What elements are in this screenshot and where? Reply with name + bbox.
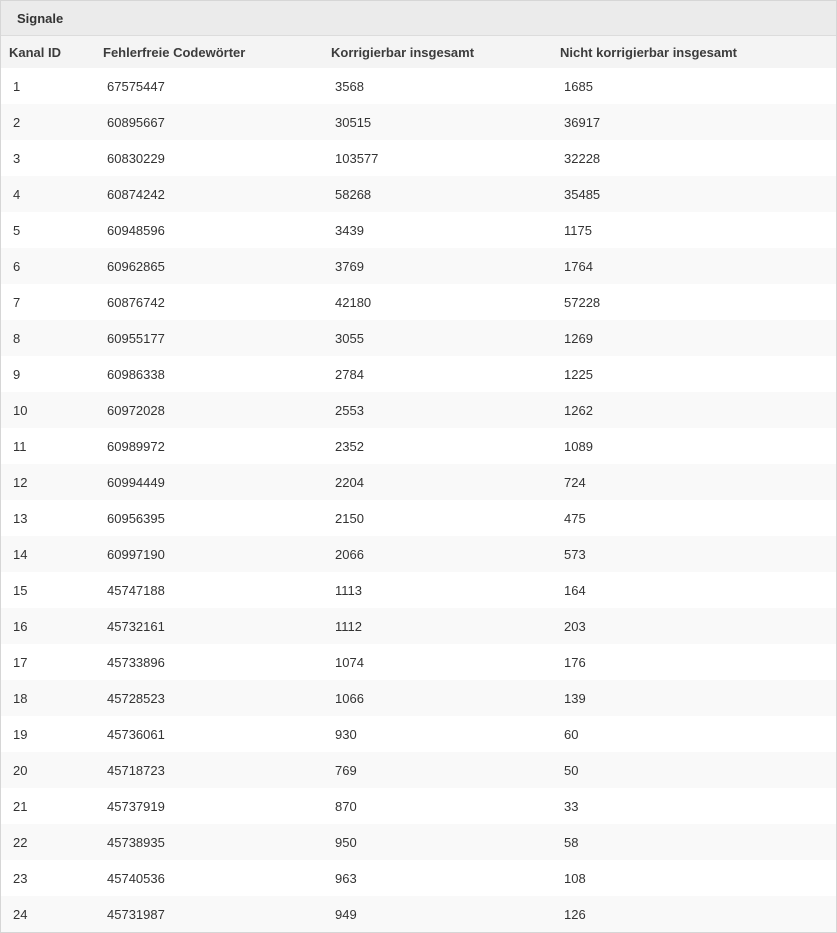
cell-correctable: 3568 [335, 78, 364, 94]
cell-channel-id: 14 [13, 546, 28, 562]
cell-error-free: 60972028 [107, 402, 165, 418]
cell-error-free: 45731987 [107, 906, 165, 922]
table-row [1, 716, 836, 752]
cell-error-free: 45732161 [107, 618, 165, 634]
cell-error-free: 60956395 [107, 510, 165, 526]
table-row [1, 140, 836, 176]
cell-uncorrectable: 203 [564, 618, 586, 634]
table-row [1, 212, 836, 248]
cell-correctable: 1074 [335, 654, 364, 670]
table-row [1, 104, 836, 140]
table-row [1, 608, 836, 644]
cell-channel-id: 5 [13, 222, 21, 238]
column-header-correctable: Korrigierbar insgesamt [331, 44, 475, 60]
cell-channel-id: 15 [13, 582, 28, 598]
cell-uncorrectable: 32228 [564, 150, 601, 166]
cell-correctable: 2150 [335, 510, 364, 526]
cell-error-free: 60948596 [107, 222, 165, 238]
table-row [1, 680, 836, 716]
cell-error-free: 45747188 [107, 582, 165, 598]
cell-correctable: 2784 [335, 366, 364, 382]
cell-error-free: 60895667 [107, 114, 165, 130]
cell-channel-id: 19 [13, 726, 28, 742]
cell-uncorrectable: 1225 [564, 366, 593, 382]
cell-correctable: 3769 [335, 258, 364, 274]
cell-error-free: 45738935 [107, 834, 165, 850]
cell-error-free: 45718723 [107, 762, 165, 778]
cell-uncorrectable: 1175 [564, 222, 592, 238]
table-row [1, 464, 836, 500]
cell-channel-id: 12 [13, 474, 28, 490]
table-row [1, 428, 836, 464]
cell-correctable: 3439 [335, 222, 364, 238]
cell-error-free: 60874242 [107, 186, 165, 202]
panel-title: Signale [1, 1, 836, 36]
cell-correctable: 2352 [335, 438, 364, 454]
cell-uncorrectable: 108 [564, 870, 586, 886]
cell-channel-id: 3 [13, 150, 21, 166]
cell-channel-id: 18 [13, 690, 28, 706]
column-header-uncorrectable: Nicht korrigierbar insgesamt [560, 44, 737, 60]
cell-correctable: 1112 [335, 618, 362, 634]
cell-uncorrectable: 126 [564, 906, 586, 922]
cell-correctable: 950 [335, 834, 357, 850]
cell-uncorrectable: 58 [564, 834, 579, 850]
cell-correctable: 870 [335, 798, 357, 814]
cell-uncorrectable: 1262 [564, 402, 593, 418]
table-body [1, 68, 836, 932]
cell-uncorrectable: 1764 [564, 258, 593, 274]
cell-correctable: 949 [335, 906, 357, 922]
cell-correctable: 2553 [335, 402, 364, 418]
cell-channel-id: 20 [13, 762, 28, 778]
cell-channel-id: 11 [13, 438, 27, 454]
cell-channel-id: 9 [13, 366, 21, 382]
cell-correctable: 769 [335, 762, 357, 778]
cell-error-free: 45740536 [107, 870, 165, 886]
table-row [1, 68, 836, 104]
table-row [1, 644, 836, 680]
cell-uncorrectable: 50 [564, 762, 579, 778]
cell-uncorrectable: 164 [564, 582, 586, 598]
cell-correctable: 30515 [335, 114, 372, 130]
cell-channel-id: 1 [13, 78, 21, 94]
cell-correctable: 1113 [335, 582, 362, 598]
cell-error-free: 60997190 [107, 546, 165, 562]
cell-uncorrectable: 1685 [564, 78, 593, 94]
cell-error-free: 60876742 [107, 294, 165, 310]
cell-error-free: 45736061 [107, 726, 165, 742]
column-header-error-free: Fehlerfreie Codewörter [103, 44, 246, 60]
cell-correctable: 963 [335, 870, 357, 886]
cell-channel-id: 16 [13, 618, 28, 634]
cell-correctable: 58268 [335, 186, 372, 202]
cell-uncorrectable: 139 [564, 690, 586, 706]
cell-error-free: 60989972 [107, 438, 165, 454]
cell-uncorrectable: 60 [564, 726, 579, 742]
table-row [1, 824, 836, 860]
cell-error-free: 60955177 [107, 330, 165, 346]
cell-error-free: 60986338 [107, 366, 165, 382]
cell-channel-id: 21 [13, 798, 28, 814]
table-row [1, 752, 836, 788]
cell-error-free: 45728523 [107, 690, 165, 706]
cell-channel-id: 10 [13, 402, 28, 418]
cell-error-free: 45737919 [107, 798, 165, 814]
table-row [1, 860, 836, 896]
table-row [1, 320, 836, 356]
cell-uncorrectable: 57228 [564, 294, 601, 310]
cell-uncorrectable: 1269 [564, 330, 593, 346]
cell-channel-id: 13 [13, 510, 28, 526]
cell-uncorrectable: 724 [564, 474, 586, 490]
cell-uncorrectable: 573 [564, 546, 586, 562]
table-row [1, 356, 836, 392]
cell-channel-id: 23 [13, 870, 28, 886]
cell-correctable: 930 [335, 726, 357, 742]
table-row [1, 176, 836, 212]
cell-error-free: 67575447 [107, 78, 165, 94]
table-row [1, 392, 836, 428]
cell-channel-id: 22 [13, 834, 28, 850]
cell-correctable: 2066 [335, 546, 364, 562]
cell-uncorrectable: 36917 [564, 114, 601, 130]
cell-error-free: 60994449 [107, 474, 165, 490]
cell-error-free: 60962865 [107, 258, 165, 274]
column-header-channel-id: Kanal ID [9, 44, 62, 60]
cell-error-free: 60830229 [107, 150, 165, 166]
cell-uncorrectable: 475 [564, 510, 586, 526]
cell-uncorrectable: 1089 [564, 438, 593, 454]
cell-correctable: 2204 [335, 474, 364, 490]
cell-correctable: 103577 [335, 150, 379, 166]
table-row [1, 284, 836, 320]
cell-correctable: 1066 [335, 690, 364, 706]
cell-channel-id: 7 [13, 294, 21, 310]
cell-correctable: 3055 [335, 330, 364, 346]
cell-channel-id: 2 [13, 114, 21, 130]
cell-channel-id: 24 [13, 906, 28, 922]
cell-channel-id: 8 [13, 330, 21, 346]
table-header [1, 36, 836, 68]
table-row [1, 500, 836, 536]
cell-uncorrectable: 176 [564, 654, 586, 670]
cell-channel-id: 6 [13, 258, 21, 274]
table-row [1, 788, 836, 824]
cell-uncorrectable: 33 [564, 798, 579, 814]
table-row [1, 896, 836, 932]
cell-channel-id: 4 [13, 186, 21, 202]
cell-channel-id: 17 [13, 654, 28, 670]
cell-uncorrectable: 35485 [564, 186, 601, 202]
table-row [1, 536, 836, 572]
table-row [1, 248, 836, 284]
cell-error-free: 45733896 [107, 654, 165, 670]
cell-correctable: 42180 [335, 294, 372, 310]
table-row [1, 572, 836, 608]
